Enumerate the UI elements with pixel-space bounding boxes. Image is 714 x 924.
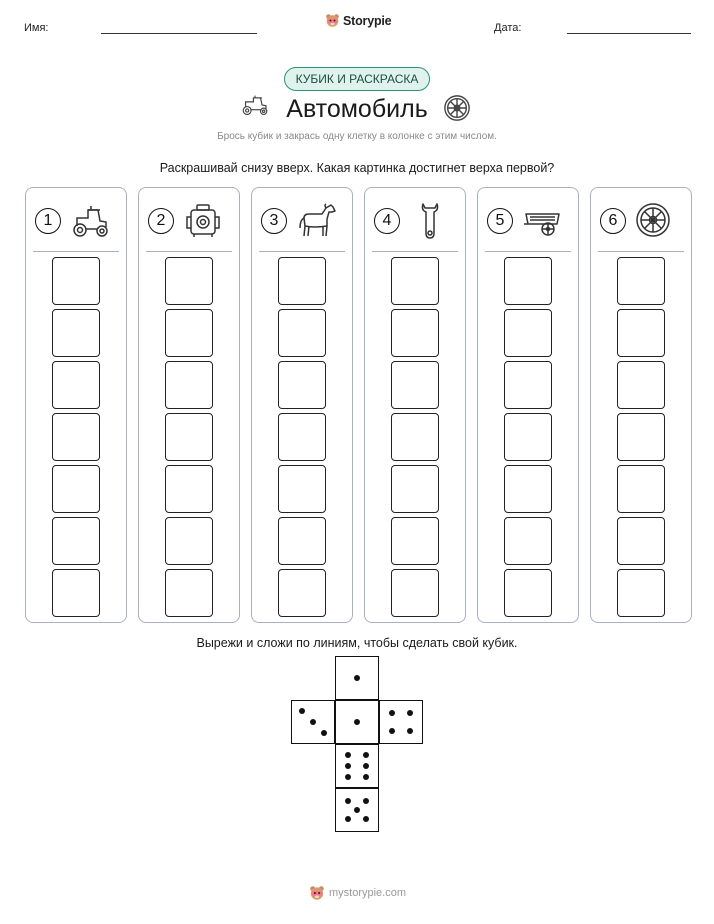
brand-name: Storypie [343, 13, 392, 28]
tracker-columns [25, 187, 692, 623]
color-cell[interactable] [165, 309, 213, 357]
page-title: Автомобиль [286, 95, 428, 123]
die-face-6 [335, 744, 379, 788]
color-cell[interactable] [278, 569, 326, 617]
page-subtitle: Брось кубик и закрась одну клетку в колонке с этим числом. [217, 131, 497, 142]
date-label: Дата: [494, 22, 522, 34]
color-cell[interactable] [52, 413, 100, 461]
color-cell[interactable] [52, 361, 100, 409]
color-cell[interactable] [52, 465, 100, 513]
color-cell[interactable] [391, 569, 439, 617]
color-cell[interactable] [617, 257, 665, 305]
die-face-3 [291, 700, 335, 744]
column-number: 4 [374, 208, 400, 234]
color-cell[interactable] [165, 413, 213, 461]
bear-logo-icon [325, 13, 340, 28]
color-cell[interactable] [165, 465, 213, 513]
column-5 [477, 187, 579, 623]
color-cell[interactable] [391, 517, 439, 565]
color-cell[interactable] [52, 309, 100, 357]
column-number: 1 [35, 208, 61, 234]
brand-logo [325, 13, 391, 28]
name-line[interactable] [101, 33, 257, 34]
engine-icon [183, 202, 225, 240]
column-number: 6 [600, 208, 626, 234]
die-face-4 [379, 700, 423, 744]
column-6 [590, 187, 692, 623]
color-cell[interactable] [165, 361, 213, 409]
wheel-title-icon [443, 94, 471, 122]
column-2 [138, 187, 240, 623]
color-cell[interactable] [391, 361, 439, 409]
color-cell[interactable] [391, 413, 439, 461]
column-1 [25, 187, 127, 623]
wheel-icon [635, 202, 677, 240]
color-cell[interactable] [504, 517, 552, 565]
color-cell[interactable] [278, 413, 326, 461]
color-cell[interactable] [504, 569, 552, 617]
color-cell[interactable] [278, 361, 326, 409]
color-cell[interactable] [165, 257, 213, 305]
color-cell[interactable] [504, 413, 552, 461]
color-cell[interactable] [617, 465, 665, 513]
column-4 [364, 187, 466, 623]
date-line[interactable] [567, 33, 691, 34]
color-cell[interactable] [52, 257, 100, 305]
color-cell[interactable] [617, 569, 665, 617]
color-cell[interactable] [278, 257, 326, 305]
color-cell[interactable] [165, 569, 213, 617]
color-cell[interactable] [617, 309, 665, 357]
name-label: Имя: [24, 22, 49, 34]
die-face-1 [335, 656, 379, 700]
color-cell[interactable] [504, 257, 552, 305]
color-cell[interactable] [617, 361, 665, 409]
horse-icon [296, 202, 338, 240]
color-cell[interactable] [391, 257, 439, 305]
color-cell[interactable] [504, 361, 552, 409]
footer [309, 885, 406, 901]
color-cell[interactable] [391, 465, 439, 513]
color-cell[interactable] [617, 517, 665, 565]
color-cell[interactable] [617, 413, 665, 461]
tractor-icon [70, 202, 112, 240]
category-badge: КУБИК И РАСКРАСКА [284, 67, 430, 91]
die-face-1-center [335, 700, 379, 744]
color-cell[interactable] [52, 569, 100, 617]
cut-instruction: Вырежи и сложи по линиям, чтобы сделать свой кубик. [196, 636, 518, 650]
column-number: 3 [261, 208, 287, 234]
color-cell[interactable] [504, 309, 552, 357]
instruction-text: Раскрашивай снизу вверх. Какая картинка достигнет верха первой? [159, 161, 555, 175]
color-cell[interactable] [278, 465, 326, 513]
color-cell[interactable] [52, 517, 100, 565]
color-cell[interactable] [278, 309, 326, 357]
color-cell[interactable] [391, 309, 439, 357]
footer-url[interactable]: mystorypie.com [329, 887, 407, 899]
color-cell[interactable] [278, 517, 326, 565]
color-cell[interactable] [504, 465, 552, 513]
die-face-5 [335, 788, 379, 832]
color-cell[interactable] [165, 517, 213, 565]
cart-icon [522, 202, 564, 240]
column-number: 2 [148, 208, 174, 234]
column-number: 5 [487, 208, 513, 234]
column-3 [251, 187, 353, 623]
bear-footer-icon [309, 885, 325, 901]
wrench-icon [409, 202, 451, 240]
